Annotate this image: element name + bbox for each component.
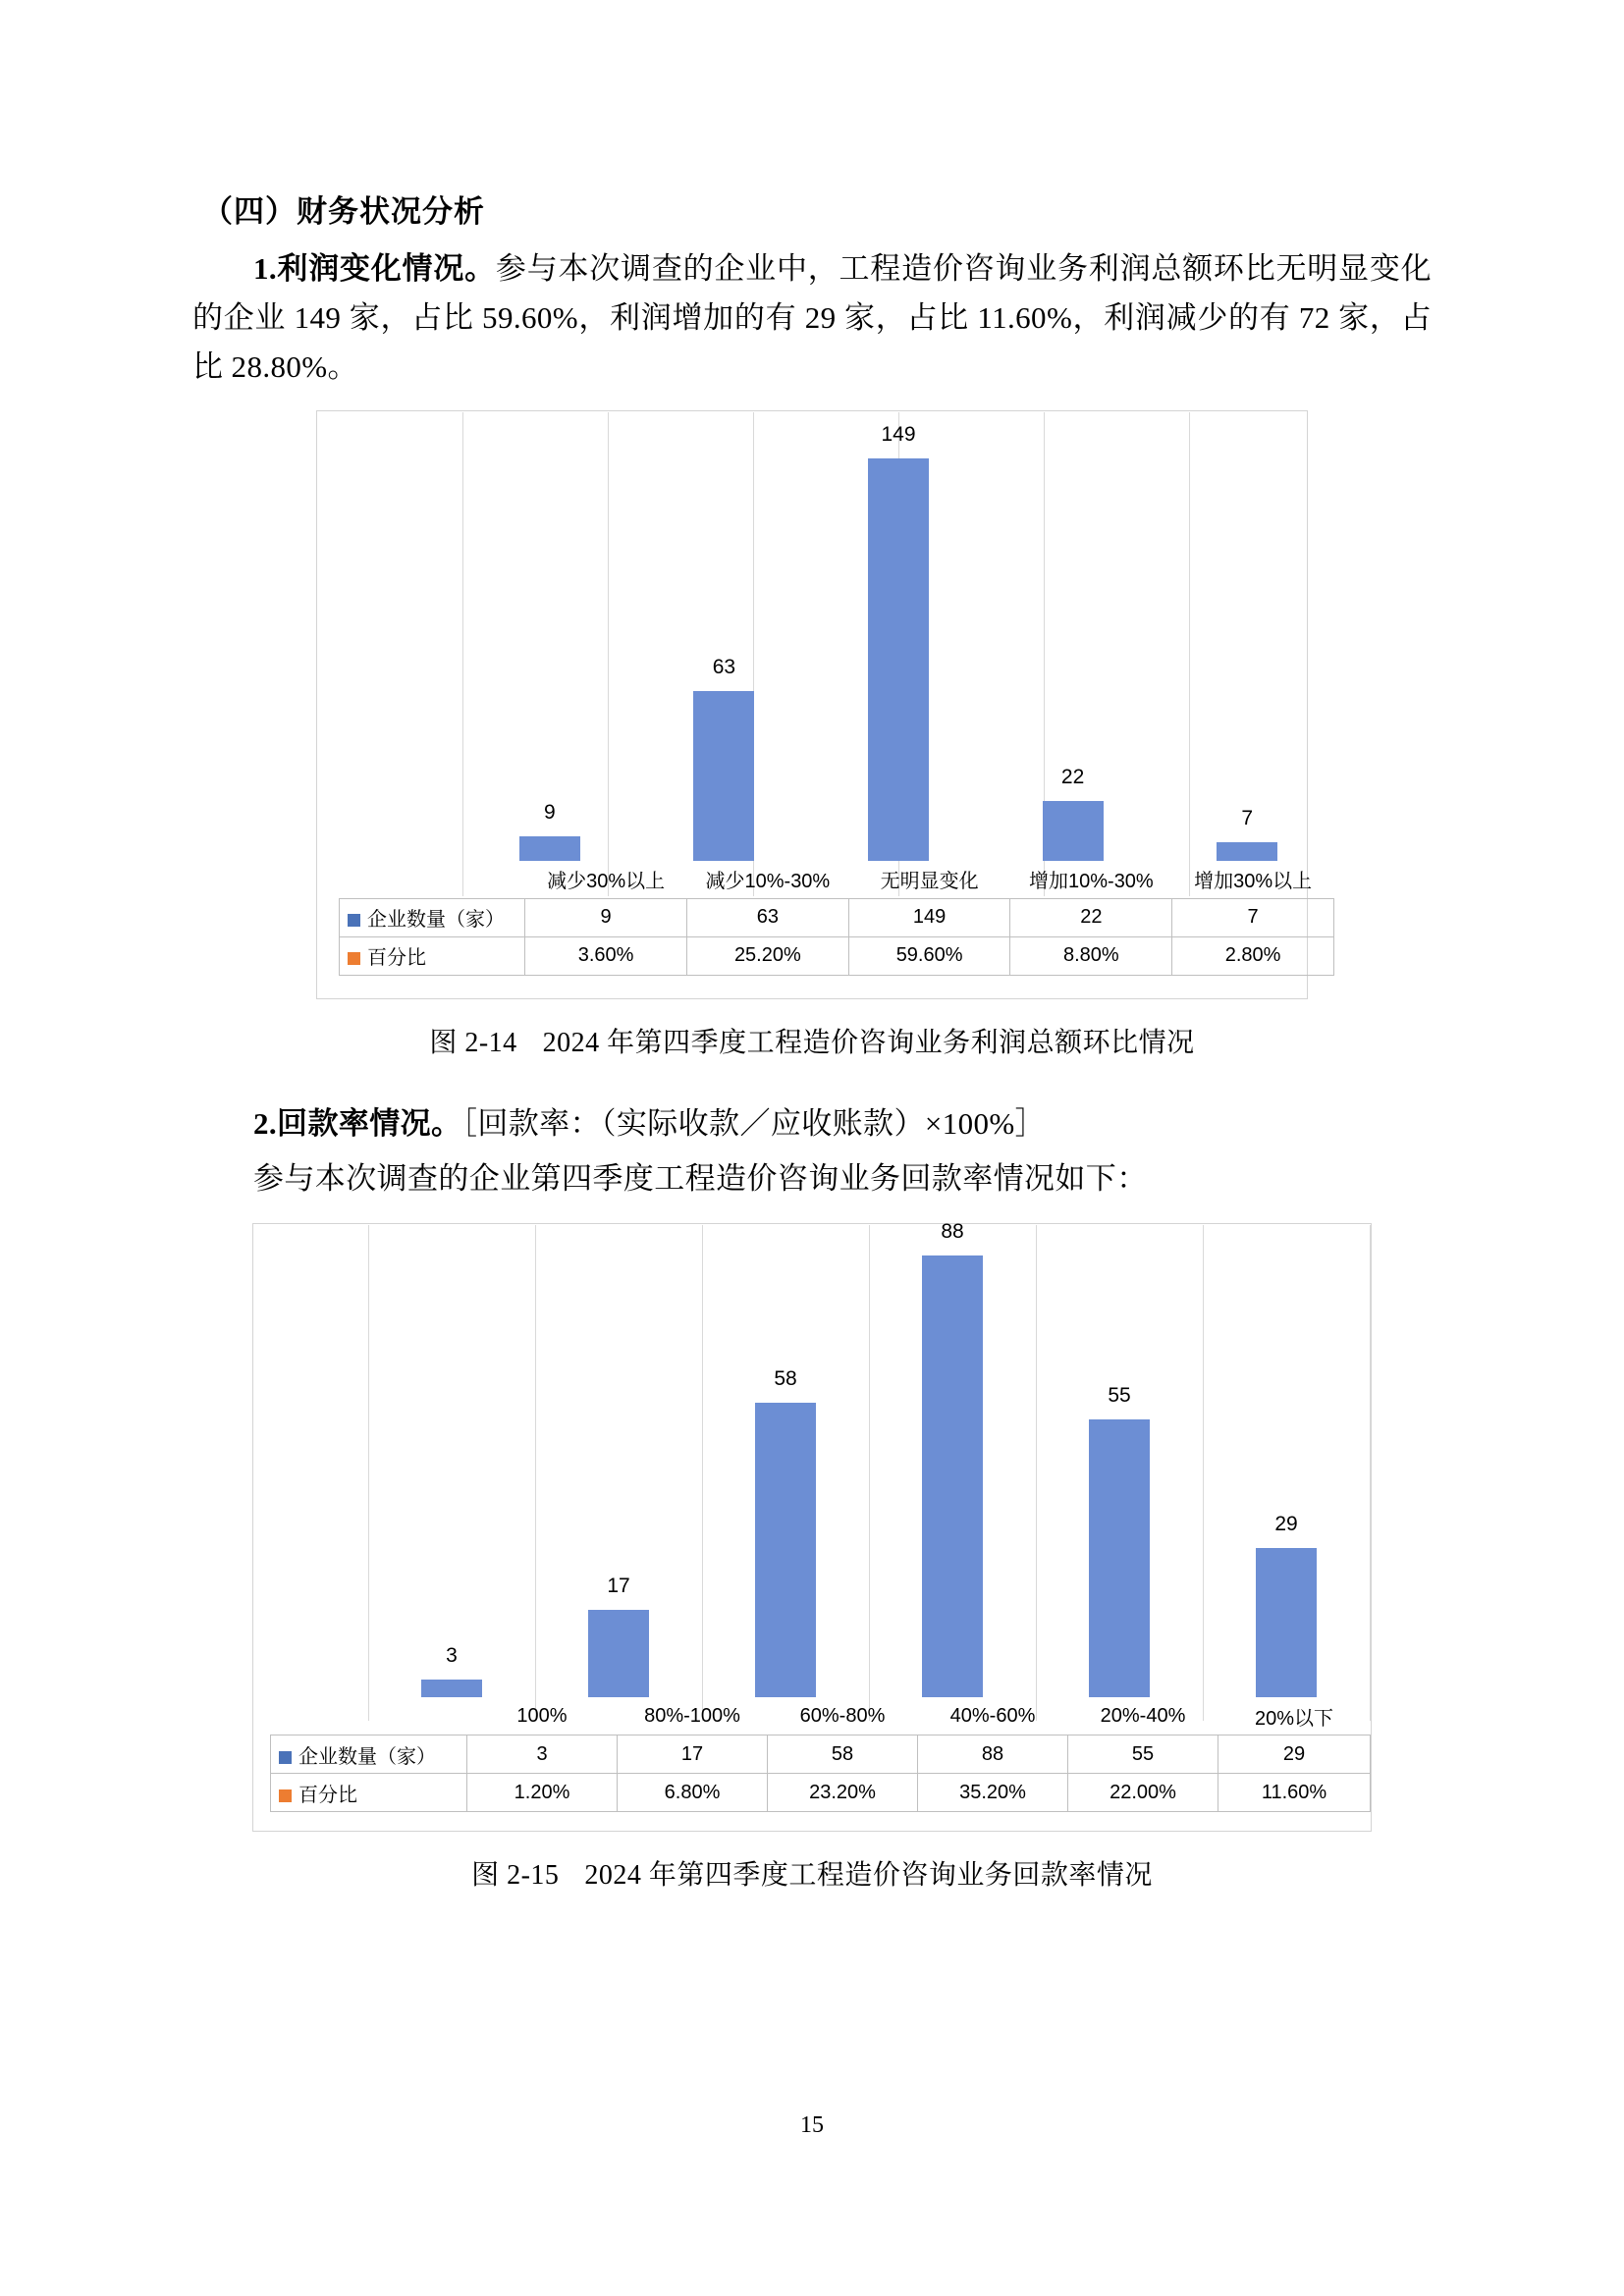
paragraph-collection-intro: 参与本次调查的企业第四季度工程造价咨询业务回款率情况如下： (253, 1160, 1148, 1196)
paragraph-profit-change-text: 参与本次调查的企业中，工程造价咨询业务利润总额环比无明显变化的企业 149 家，占比 59.60%，利润增加的有 29 家，占比 11.60%，利润减少的有 72 家，占比 28.80%。 (192, 251, 1433, 385)
figure-number: 图 2-15 (471, 1860, 560, 1892)
cell-value: 59.60% (848, 936, 1010, 975)
cell-value: 55 (1068, 1735, 1218, 1774)
bar-column (1160, 431, 1334, 861)
figure-title: 2024 年第四季度工程造价咨询业务利润总额环比情况 (542, 1027, 1195, 1058)
bar-column (535, 1250, 702, 1697)
category-label: 减少30%以上 (525, 861, 687, 899)
figure-caption-1 (192, 1021, 1432, 1060)
table-row (271, 1774, 1371, 1812)
legend-swatch-blue-icon (348, 914, 360, 927)
category-label: 60%-80% (768, 1697, 918, 1735)
cell-value: 58 (768, 1735, 918, 1774)
category-label: 增加30%以上 (1172, 861, 1334, 899)
category-label: 100% (467, 1697, 618, 1735)
legend-label: 百分比 (298, 1784, 357, 1806)
table-row (340, 936, 1334, 975)
cell-value: 88 (918, 1735, 1068, 1774)
paragraph-collection-rate-text: ［回款率：（实际收款／应收账款）×100%］ (461, 1105, 1047, 1141)
legend-label: 企业数量（家） (298, 1745, 436, 1768)
figure-number: 图 2-14 (429, 1027, 517, 1058)
bar-column (702, 1250, 869, 1697)
legend-series-count (340, 898, 525, 936)
cell-value: 63 (686, 898, 848, 936)
category-label: 40%-60% (918, 1697, 1068, 1735)
bar-rate-below-20 (1256, 1513, 1317, 1697)
cell-value: 17 (618, 1735, 768, 1774)
category-label: 80%-100% (618, 1697, 768, 1735)
bar-decrease-30-plus (519, 800, 580, 861)
table-row (340, 898, 1334, 936)
table-row (271, 1735, 1371, 1774)
bar-rate-60-80 (755, 1367, 816, 1697)
bar-value-label: 149 (881, 422, 916, 446)
category-label: 增加10%-30% (1010, 861, 1172, 899)
chart-collection-rate-plot (253, 1220, 1371, 1831)
bar-value-label: 9 (543, 800, 556, 824)
table-corner-cell (271, 1697, 467, 1735)
table-corner-cell (340, 861, 525, 899)
bar-rate-20-40 (1089, 1384, 1150, 1697)
category-label: 无明显变化 (848, 861, 1010, 899)
cell-value: 149 (848, 898, 1010, 936)
cell-value: 3 (467, 1735, 618, 1774)
cell-value: 11.60% (1218, 1774, 1371, 1812)
bar-rate-100 (421, 1644, 482, 1697)
bar-value-label: 7 (1241, 806, 1254, 829)
paragraph-profit-change (192, 244, 1432, 393)
document-content (192, 187, 1432, 1893)
bar-decrease-10-30 (693, 655, 754, 861)
bar-column (811, 422, 986, 861)
table-row-categories (271, 1697, 1371, 1735)
legend-series-count (271, 1735, 467, 1774)
figure-title: 2024 年第四季度工程造价咨询业务回款率情况 (584, 1860, 1153, 1892)
cell-value: 22.00% (1068, 1774, 1218, 1812)
page-number: 15 (800, 2112, 824, 2138)
table-row-categories (340, 861, 1334, 899)
bar-rate-80-100 (588, 1575, 649, 1697)
paragraph-collection-rate (192, 1099, 1432, 1148)
legend-label: 企业数量（家） (367, 909, 505, 932)
bar-value-label: 88 (941, 1220, 964, 1244)
bar-value-label: 29 (1274, 1513, 1298, 1536)
bar-no-change (868, 422, 929, 861)
legend-series-percent (271, 1774, 467, 1812)
legend-label: 百分比 (367, 947, 426, 970)
cell-value: 1.20% (467, 1774, 618, 1812)
figure-caption-2 (192, 1853, 1432, 1893)
chart-collection-rate (252, 1220, 1372, 1832)
cell-value: 25.20% (686, 936, 848, 975)
legend-swatch-orange-icon (348, 952, 360, 965)
bar-column (462, 431, 637, 861)
bar-column (986, 431, 1161, 861)
cell-value: 35.20% (918, 1774, 1068, 1812)
cell-value: 2.80% (1172, 936, 1334, 975)
gridline (1370, 1225, 1371, 1721)
bar-column (1203, 1250, 1370, 1697)
cell-value: 9 (525, 898, 687, 936)
cell-value: 3.60% (525, 936, 687, 975)
bar-column (1036, 1250, 1203, 1697)
bar-value-label: 58 (774, 1367, 797, 1391)
paragraph-profit-change-heading: 1.利润变化情况。 (253, 251, 496, 286)
chart-collection-rate-bars (368, 1220, 1370, 1697)
chart-profit-change-data-table (339, 861, 1334, 976)
bar-value-label: 3 (446, 1644, 458, 1668)
cell-value: 22 (1010, 898, 1172, 936)
cell-value: 29 (1218, 1735, 1371, 1774)
bar-value-label: 17 (607, 1575, 630, 1598)
cell-value: 7 (1172, 898, 1334, 936)
category-label: 减少10%-30% (686, 861, 848, 899)
legend-series-percent (340, 936, 525, 975)
bar-column (637, 431, 812, 861)
bar-column (869, 1220, 1036, 1697)
legend-swatch-blue-icon (279, 1751, 292, 1764)
section-title: （四）财务状况分析 (202, 194, 485, 229)
cell-value: 23.20% (768, 1774, 918, 1812)
chart-profit-change-bars (462, 422, 1334, 861)
bar-increase-10-30 (1043, 765, 1104, 861)
cell-value: 8.80% (1010, 936, 1172, 975)
bar-value-label: 55 (1108, 1384, 1131, 1408)
bar-column (368, 1250, 535, 1697)
legend-swatch-orange-icon (279, 1789, 292, 1802)
bar-rate-40-60 (922, 1220, 983, 1697)
category-label: 20%-40% (1068, 1697, 1218, 1735)
chart-collection-rate-data-table (270, 1697, 1371, 1812)
bar-value-label: 22 (1060, 765, 1085, 788)
paragraph-collection-rate-heading: 2.回款率情况。 (253, 1105, 462, 1141)
cell-value: 6.80% (618, 1774, 768, 1812)
bar-increase-30-plus (1217, 806, 1277, 861)
chart-profit-change (316, 410, 1313, 999)
chart-profit-change-plot (317, 411, 1313, 998)
category-label: 20%以下 (1218, 1697, 1371, 1735)
bar-value-label: 63 (712, 655, 736, 678)
